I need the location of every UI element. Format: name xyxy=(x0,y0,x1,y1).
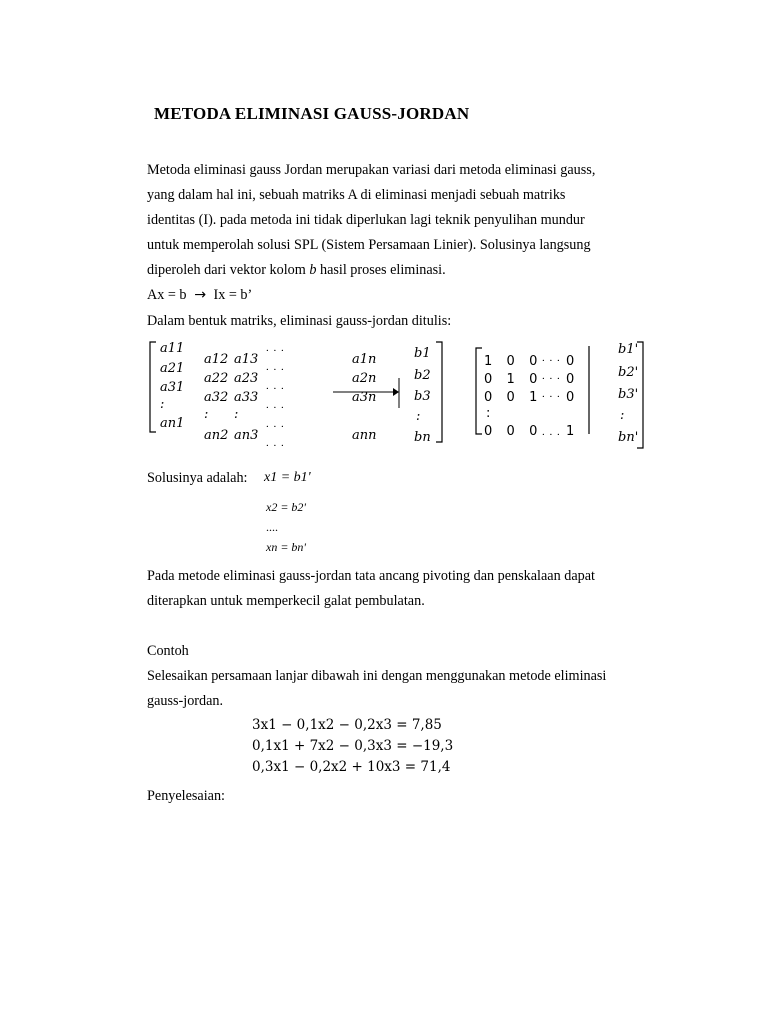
m-a11: a11 xyxy=(160,341,185,356)
id-row-n: 0 0 0 xyxy=(484,424,540,439)
m-an2: an2 xyxy=(204,428,229,443)
intro-line-5 xyxy=(147,262,446,279)
m-a13: a13 xyxy=(234,352,259,367)
m-dots-6: . . . xyxy=(266,437,285,449)
m-dots-4: . . . xyxy=(266,399,285,411)
m-b3: b3 xyxy=(414,389,431,404)
arrow-right-icon: → xyxy=(194,287,206,303)
matrix-intro: Dalam bentuk matriks, eliminasi gauss-jordan ditulis: xyxy=(147,313,452,329)
equation-1: 3x1 − 0,1x2 − 0,2x3 = 7,85 xyxy=(252,717,442,733)
solution-label: Solusinya adalah: xyxy=(147,470,248,486)
example-heading: Contoh xyxy=(147,643,189,659)
id-b-dots: : xyxy=(620,408,625,423)
relation-right: Ix = b’ xyxy=(213,287,253,303)
m-a1n: a1n xyxy=(352,352,377,367)
example-line-1: Selesaikan persamaan lanjar dibawah ini dengan menggunakan metode eliminasi xyxy=(147,668,607,684)
intro-line-4: untuk memperolah solusi SPL (Sistem Persamaan Linier). Solusinya langsung xyxy=(147,237,591,253)
intro-line-1: Metoda eliminasi gauss Jordan merupakan variasi dari metoda eliminasi gauss, xyxy=(147,162,596,178)
m-dots-1: . . . xyxy=(266,342,285,354)
m-b-dots: : xyxy=(416,409,421,424)
m-an3: an3 xyxy=(234,428,259,443)
id-b2: b2' xyxy=(618,365,639,380)
m-a33: a33 xyxy=(234,390,259,405)
m-col2-dots: : xyxy=(204,407,209,422)
id-dots-3: . . . xyxy=(542,388,561,400)
m-dots-2: . . . xyxy=(266,361,285,373)
m-dots-5: . . . xyxy=(266,418,285,430)
id-b1: b1' xyxy=(618,342,639,357)
intro-line-5-start: diperoleh dari vektor kolom xyxy=(147,262,306,278)
m-a12: a12 xyxy=(204,352,229,367)
solution-dots: .... xyxy=(266,520,278,534)
vector-b: b xyxy=(309,262,317,278)
id-b3: b3' xyxy=(618,387,639,402)
id-last-1: 0 xyxy=(566,354,575,369)
m-dots-3: . . . xyxy=(266,380,285,392)
m-an1: an1 xyxy=(160,416,185,431)
id-bn: bn' xyxy=(618,430,639,445)
equation-2: 0,1x1 + 7x2 − 0,3x3 = −19,3 xyxy=(252,738,454,754)
relation xyxy=(147,287,252,304)
m-col1-dots: : xyxy=(160,397,165,412)
m-a32: a32 xyxy=(204,390,229,405)
m-a31: a31 xyxy=(160,380,185,395)
id-row-2: 0 1 0 xyxy=(484,372,540,387)
m-a23: a23 xyxy=(234,371,259,386)
id-last-2: 0 xyxy=(566,372,575,387)
id-dots-4: . . . xyxy=(542,426,561,438)
m-bn: bn xyxy=(414,430,431,445)
id-last-3: 0 xyxy=(566,390,575,405)
pivot-line-1: Pada metode eliminasi gauss-jordan tata ancang pivoting dan penskalaan dapat xyxy=(147,568,595,584)
intro-line-3: identitas (I). pada metoda ini tidak diperlukan lagi teknik penyulihan mundur xyxy=(147,212,585,228)
m-b2: b2 xyxy=(414,368,431,383)
m-a2n: a2n xyxy=(352,371,377,386)
id-dots-1: . . . xyxy=(542,352,561,364)
id-row-3: 0 0 1 xyxy=(484,390,540,405)
solution-xn: xn = bn' xyxy=(266,540,306,554)
m-col3-dots: : xyxy=(234,407,239,422)
m-a22: a22 xyxy=(204,371,229,386)
m-a3n: a3n xyxy=(352,390,377,405)
id-dots-2: . . . xyxy=(542,370,561,382)
example-line-2: gauss-jordan. xyxy=(147,693,224,709)
m-b1: b1 xyxy=(414,346,431,361)
intro-line-5-end: hasil proses eliminasi. xyxy=(319,262,446,278)
m-ann: ann xyxy=(352,428,377,443)
pivot-line-2: diterapkan untuk memperkecil galat pembulatan. xyxy=(147,593,425,609)
solution-x1: x1 = b1' xyxy=(264,470,311,485)
id-row-dots: : xyxy=(486,406,491,421)
m-a21: a21 xyxy=(160,361,185,376)
solution-heading: Penyelesaian: xyxy=(147,788,226,804)
id-row-1: 1 0 0 xyxy=(484,354,540,369)
solution-x2: x2 = b2' xyxy=(266,500,306,514)
relation-left: Ax = b xyxy=(147,287,187,303)
page-title: METODA ELIMINASI GAUSS-JORDAN xyxy=(154,104,470,123)
equation-3: 0,3x1 − 0,2x2 + 10x3 = 71,4 xyxy=(252,759,451,775)
id-last-n: 1 xyxy=(566,424,575,439)
intro-line-2: yang dalam hal ini, sebuah matriks A di eliminasi menjadi sebuah matriks xyxy=(147,187,566,203)
